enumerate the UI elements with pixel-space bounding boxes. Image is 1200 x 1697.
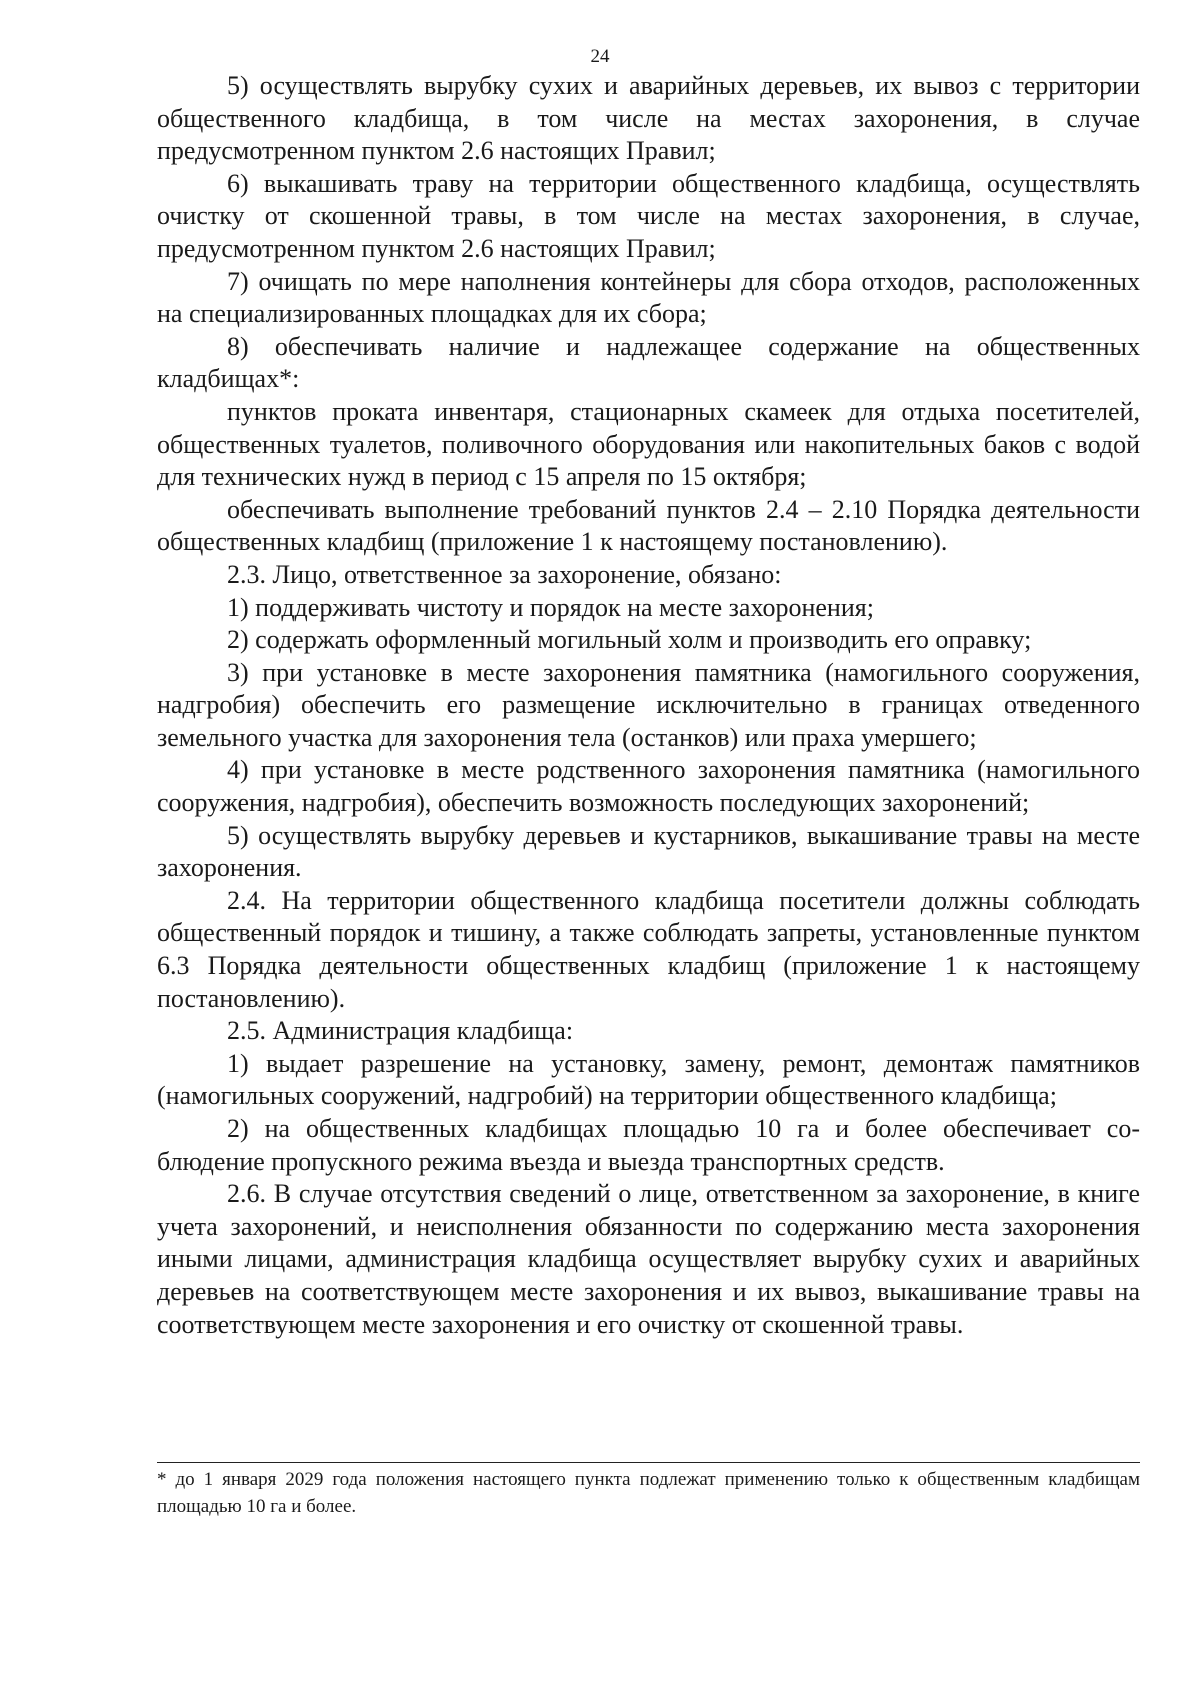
paragraph-2-3-item-4: 4) при установке в месте родственного захоронения памятника (намогильного сооружения, надгробия), обеспечить возможность последующих захоронений; bbox=[157, 755, 1140, 818]
footnote-divider bbox=[157, 1462, 1140, 1463]
document-body bbox=[157, 70, 1140, 1341]
paragraph-item-6-grass-mowing: 6) выкашивать траву на территории общественного кладбища, осуществлять очистку от скошенной травы, в том числе на местах захоронения, в случае, предусмотренном пунктом 2.6 настоящих Правил; bbox=[157, 168, 1140, 263]
paragraph-section-2-3: 2.3. Лицо, ответственное за захоронение, обязано: bbox=[227, 559, 782, 589]
paragraph-2-3-item-3: 3) при установке в месте захоронения памятника (намогильного сооружения, надгробия) обеспечить его размещение исключительно в границах отведенного земельного участка для захоронения тела (останков) или праха умершего; bbox=[157, 657, 1140, 752]
paragraph-section-2-4: 2.4. На территории общественного кладбища посетители должны соблюдать общественный порядок и тишину, а также соблюдать запреты, установленные пунктом 6.3 Порядка деятельности общественных кладбищ (приложение 1 к настоящему постановлению). bbox=[157, 885, 1140, 1013]
paragraph-2-3-item-2: 2) содержать оформленный могильный холм и производить его оправку; bbox=[227, 625, 1032, 655]
paragraph-item-5-tree-removal: 5) осуществлять вырубку сухих и аварийных деревьев, их вывоз с территории общественного кладбища, в том числе на местах захоронения, в случае предусмотренном пунктом 2.6 настоящих Правил; bbox=[157, 71, 1140, 166]
paragraph-requirements: обеспечивать выполнение требований пунктов 2.4 – 2.10 Порядка деятельности общественных кладбищ (приложение 1 к настоящему постановлению). bbox=[157, 494, 1140, 557]
paragraph-2-3-item-1: 1) поддерживать чистоту и порядок на месте захоронения; bbox=[227, 592, 874, 622]
paragraph-item-7-waste-containers: 7) очищать по мере наполнения контейнеры для сбора отходов, расположенных на специализированных площадках для их сбора; bbox=[157, 266, 1140, 329]
paragraph-section-2-6: 2.6. В случае отсутствия сведений о лице, ответственном за захоронение, в книге учета захоронений, и неисполнения обязанности по содержанию места захоронения иными лицами, администрация кладбища осуществляет вырубку сухих и аварийных деревьев на соответствующем месте захоронения и их вывоз, выкашивание травы на соответствующем месте захоронения и его очистку от скошенной травы. bbox=[157, 1179, 1140, 1339]
paragraph-section-2-5: 2.5. Администрация кладбища: bbox=[227, 1016, 574, 1046]
page-number: 24 bbox=[590, 46, 610, 67]
paragraph-2-5-item-1: 1) выдает разрешение на установку, замену, ремонт, демонтаж памятников (намогильных сооружений, надгробий) на территории общественного кладбища; bbox=[157, 1048, 1140, 1111]
paragraph-facilities-list: пунктов проката инвентаря, стационарных скамеек для отдыха посетителей, общественных туалетов, поливочного оборудования или накопительных баков с водой для технических нужд в период с 15 апреля по 15 октября; bbox=[157, 396, 1140, 492]
paragraph-item-8-facilities: 8) обеспечивать наличие и надлежащее содержание на общественных кладбищах*: bbox=[157, 331, 1140, 394]
footnote: * до 1 января 2029 года положения настоящего пункта подлежат применению только к общественным кладбищам площадью 10 га и более. bbox=[157, 1469, 1140, 1517]
paragraph-2-3-item-5: 5) осуществлять вырубку деревьев и кустарников, выкашивание травы на месте захоронения. bbox=[157, 820, 1140, 883]
paragraph-2-5-item-2: 2) на общественных кладбищах площадью 10 га и более обеспечивает соблюдение пропускного режима въезда и выезда транспортных средств. bbox=[157, 1114, 1140, 1176]
